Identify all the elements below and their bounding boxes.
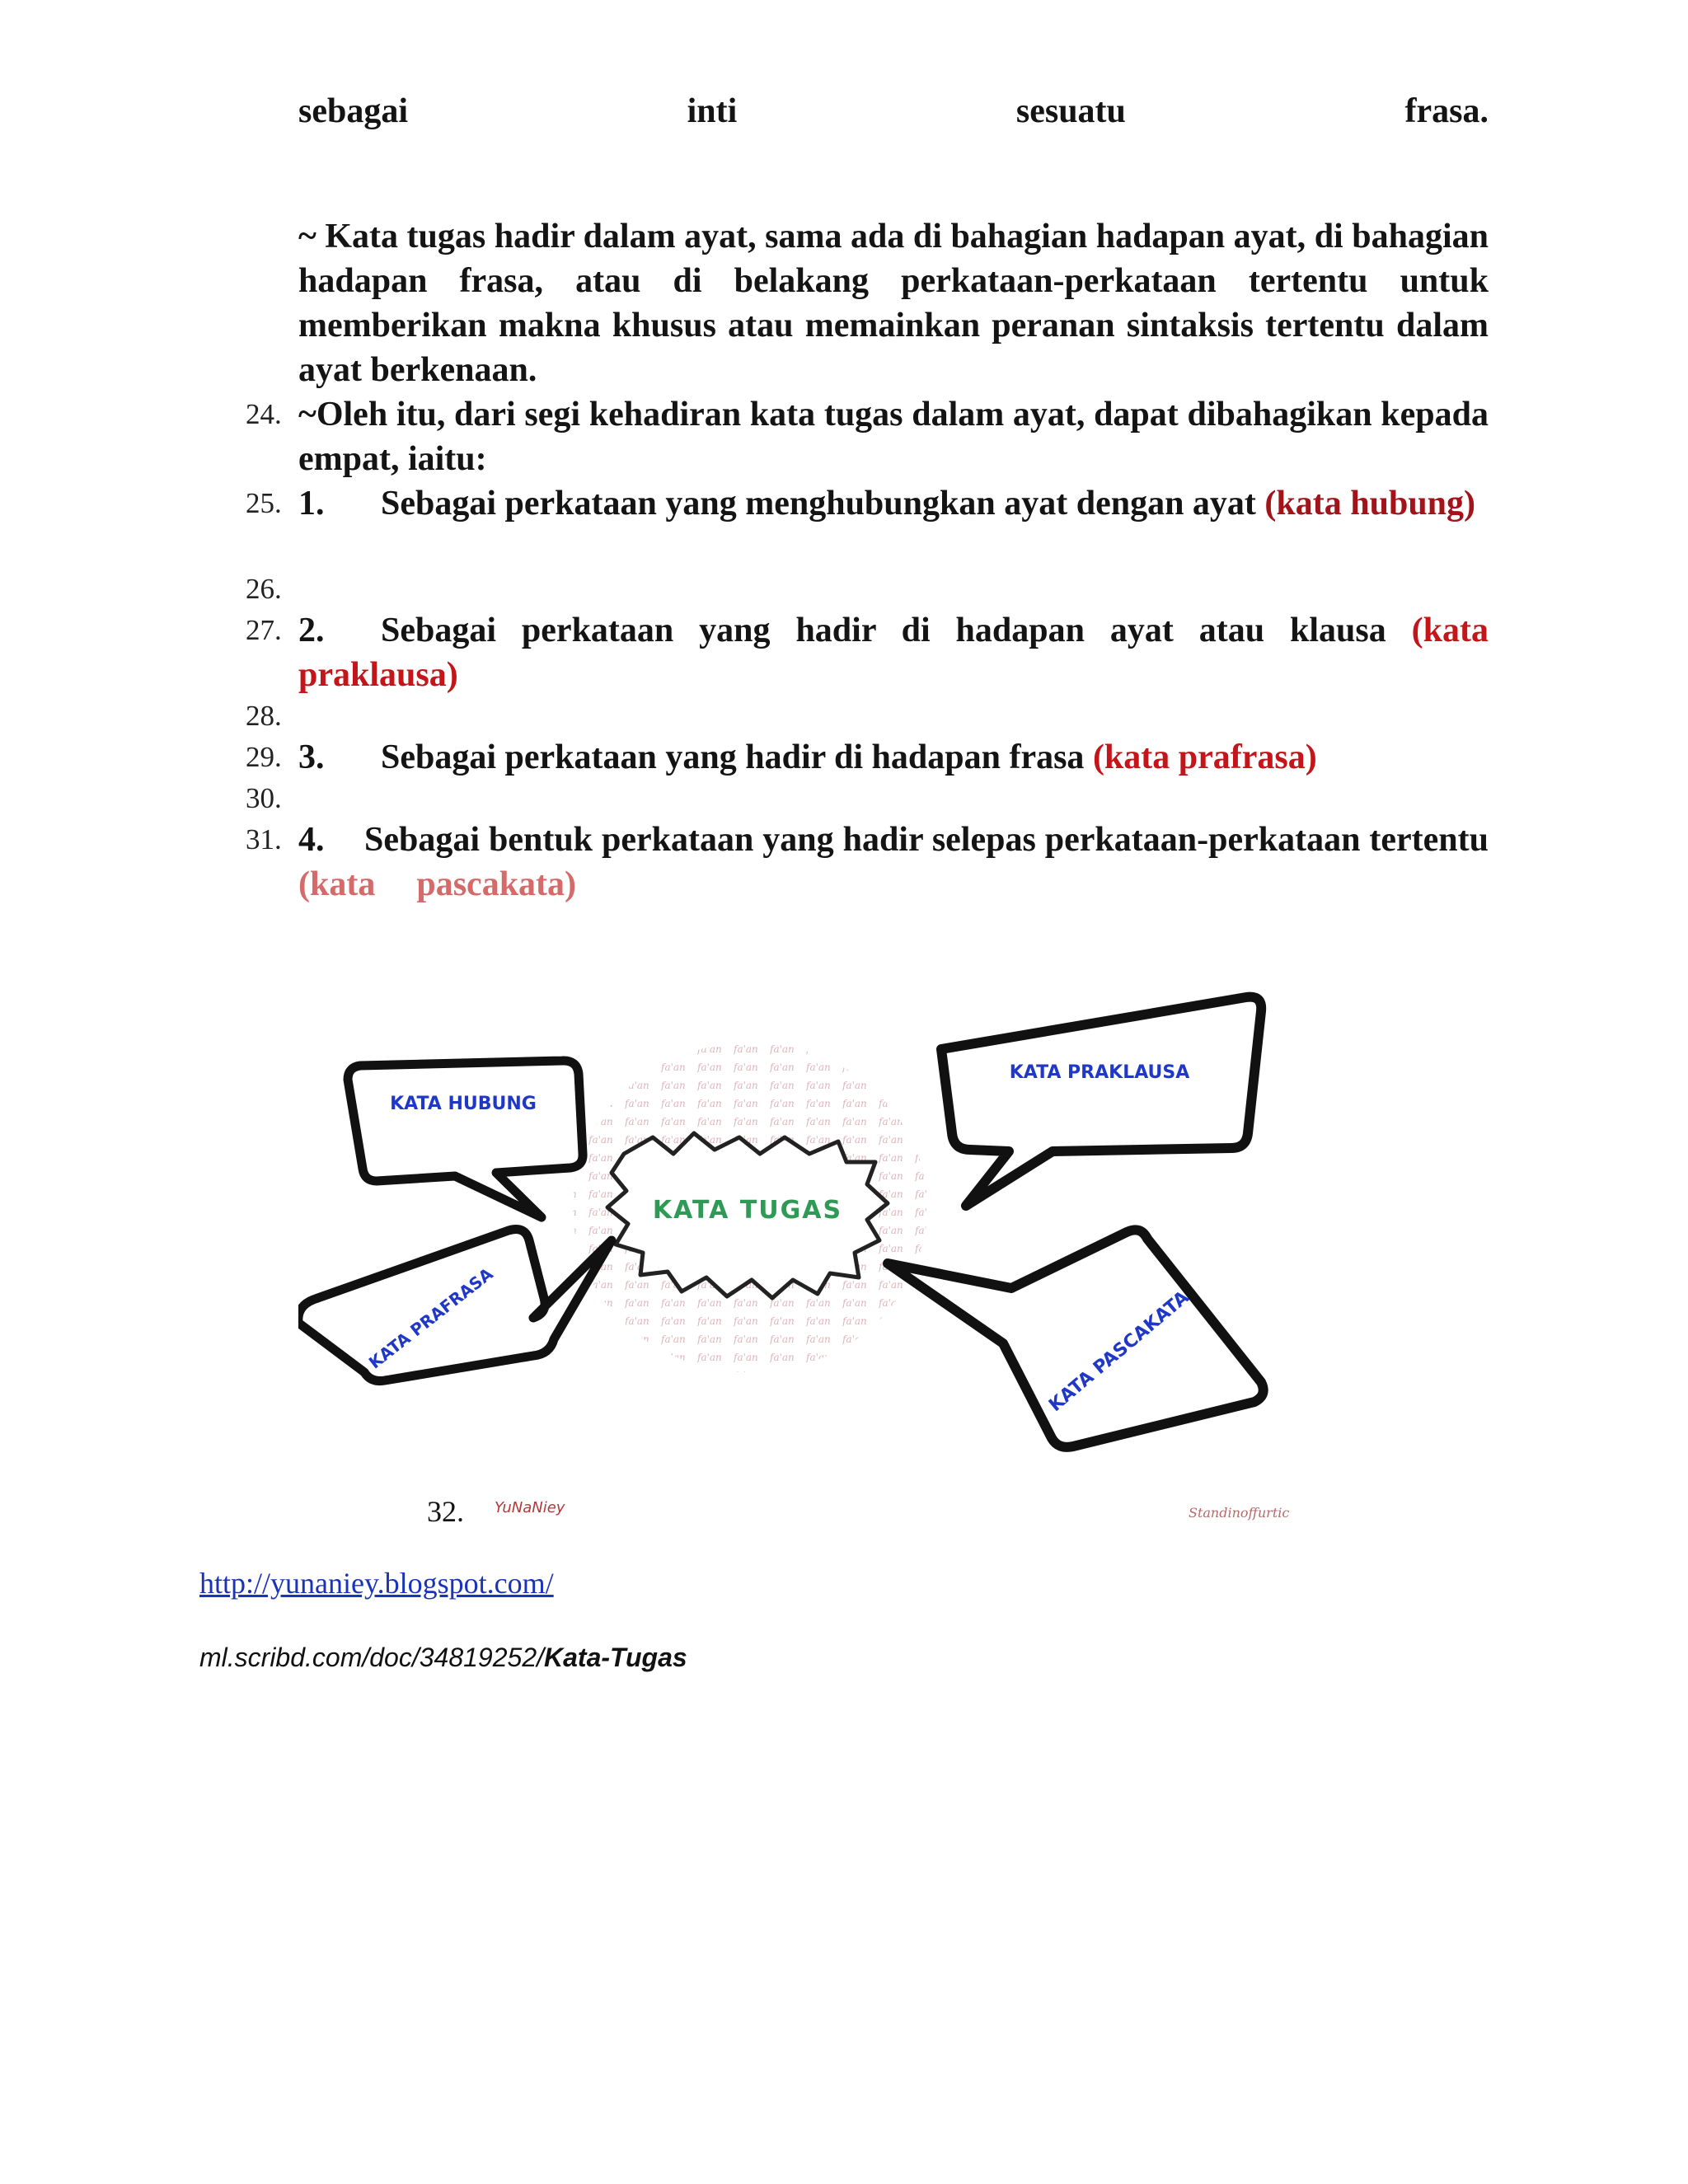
bubble-label: KATA HUBUNG (390, 1094, 537, 1114)
item-tag: (kata prafrasa) (1092, 738, 1317, 776)
source-reference (199, 1643, 687, 1673)
list-item-2 (298, 608, 1489, 697)
word: sebagai (298, 92, 409, 130)
line-number: 29. (246, 741, 282, 773)
line-number: 32. (427, 1495, 464, 1528)
item-text: Sebagai bentuk perkataan yang hadir selepas perkataan-perkataan tertentu (364, 821, 1489, 859)
item-number: 2. (298, 612, 325, 649)
watermark-left: YuNaNiey (495, 1499, 565, 1516)
item-text: Sebagai perkataan yang hadir di hadapan frasa (381, 738, 1085, 776)
line-number: 31. (246, 823, 282, 855)
bubble-label: KATA PRAFRASA (364, 1263, 497, 1373)
item-text: Sebagai perkataan yang menghubungkan ayat dengan ayat (381, 485, 1256, 523)
line-number: 24. (246, 398, 282, 430)
bubble-kata-praklausa (941, 997, 1261, 1206)
watermark-right: Standinoffurtic (1189, 1505, 1290, 1521)
bubble-label: KATA PRAKLAUSA (1009, 1062, 1190, 1083)
list-item-3 (298, 735, 1489, 780)
word: frasa. (1404, 92, 1489, 130)
item-number: 4. (298, 821, 325, 859)
blog-link[interactable]: http://yunaniey.blogspot.com/ (199, 1567, 554, 1600)
bubble-label: KATA PASCAKATA (1045, 1286, 1193, 1417)
item-tag: (kata praklausa) (298, 612, 1489, 694)
line-number: 25. (246, 487, 282, 519)
item-tag: pascakata) (416, 865, 577, 903)
paragraph-oleh-itu: ~Oleh itu, dari segi kehadiran kata tugas dalam ayat, dapat dibahagikan kepada empat, iaitu: (298, 396, 1489, 478)
line-number: 26. (246, 573, 282, 605)
list-item-4 (298, 818, 1489, 907)
item-tag: (kata hubung) (1264, 485, 1476, 523)
list-item-1 (298, 481, 1489, 526)
item-number: 1. (298, 485, 325, 523)
bubble-kata-pascakata (888, 1230, 1264, 1447)
word: sesuatu (1015, 92, 1126, 130)
item-text: Sebagai perkataan yang hadir di hadapan ayat atau klausa (381, 612, 1386, 649)
bubble-kata-prafrasa (298, 1230, 612, 1381)
line-fragment (298, 89, 1489, 134)
line-number: 30. (246, 782, 282, 814)
bubble-kata-hubung (348, 1061, 583, 1217)
source-prefix: ml.scribd.com/doc/34819252/ (199, 1643, 544, 1672)
kata-tugas-diagram (298, 968, 1353, 1549)
source-title: Kata-Tugas (544, 1643, 687, 1672)
diagram-svg (298, 968, 1353, 1549)
word: inti (687, 92, 738, 130)
line-number: 27. (246, 614, 282, 646)
item-tag: (kata (298, 865, 376, 903)
center-label: KATA TUGAS (652, 1196, 843, 1225)
line-number: 28. (246, 700, 282, 732)
paragraph-kata-tugas: ~ Kata tugas hadir dalam ayat, sama ada di bahagian hadapan ayat, di bahagian hadapan frasa, atau di belakang perkataan-perkataan tertentu untuk memberikan makna khusus atau memainkan peranan sintaksis tertentu dalam ayat berkenaan. (298, 218, 1489, 389)
item-number: 3. (298, 738, 325, 776)
